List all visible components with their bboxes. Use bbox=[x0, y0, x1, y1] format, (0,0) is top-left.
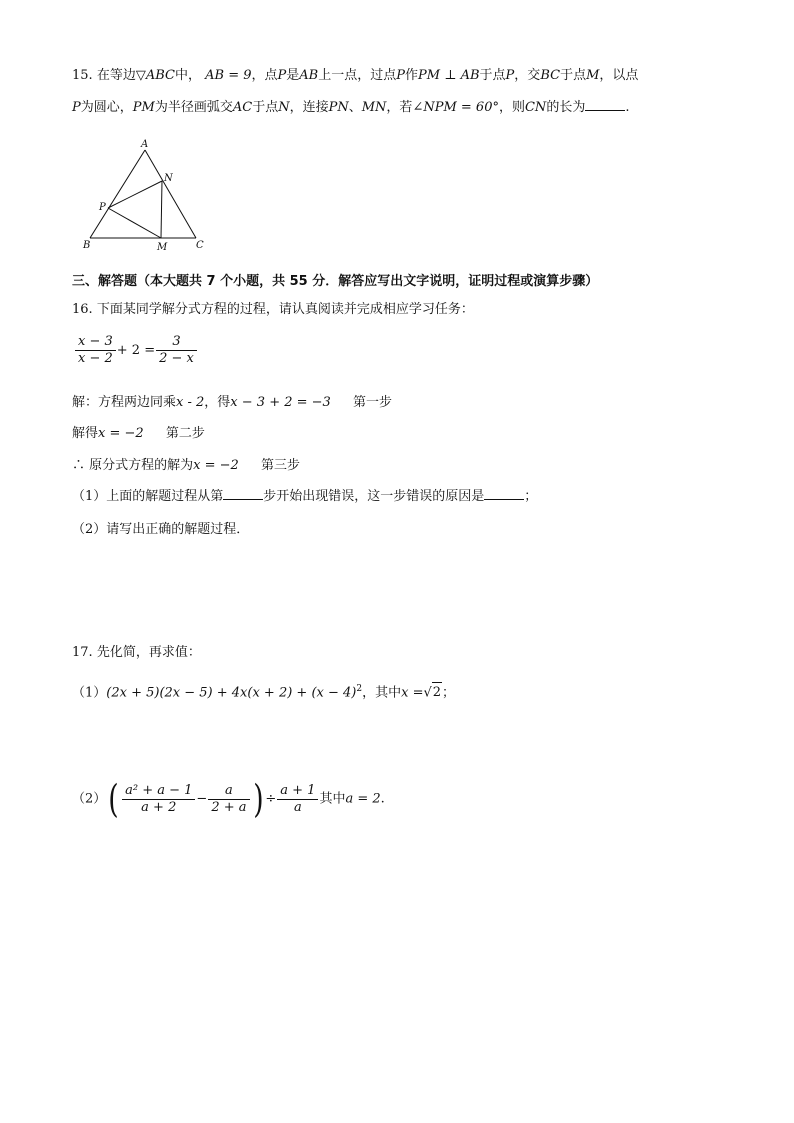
segment-pn bbox=[108, 181, 162, 208]
label-p: P bbox=[99, 202, 106, 213]
segment-mn bbox=[161, 181, 162, 238]
side-ac bbox=[145, 150, 196, 238]
q16-task-2: （2）请写出正确的解题过程． bbox=[72, 522, 250, 537]
segment-pm bbox=[108, 208, 161, 238]
q16-task-1: （1）上面的解题过程从第 步开始出现错误，这一步错误的原因是 ； bbox=[72, 489, 538, 504]
q16-step-2: 解得x = −2 第二步 bbox=[72, 426, 205, 441]
label-b: B bbox=[83, 240, 91, 251]
label-n: N bbox=[164, 173, 173, 184]
q16-equation: $\frac{x - 3}{x - 2}$ + 2 = $\frac{3}{2 - x}$ bbox=[74, 334, 198, 367]
right-paren: ) bbox=[252, 777, 264, 821]
sqrt-symbol: √ bbox=[423, 685, 432, 701]
q16-reason-blank[interactable] bbox=[484, 487, 524, 500]
q15-number: 15. bbox=[72, 68, 93, 83]
q16-step-1: 解：方程两边同乘x - 2，得x − 3 + 2 = −3 第一步 bbox=[72, 395, 392, 410]
q17-intro: 17. 先化简，再求值： bbox=[72, 645, 201, 660]
q16-intro: 16. 下面某同学解分式方程的过程，请认真阅读并完成相应学习任务： bbox=[72, 302, 474, 317]
q15-answer-blank[interactable] bbox=[585, 98, 625, 111]
q17-part-2: （2）( $\frac{\text{a² + a − 1}}{a + 2}$ − $\frac{a}{2 + a}$ ) ÷ $\frac{a + 1}{a}$ 其中a = 2. bbox=[72, 777, 385, 821]
label-m: M bbox=[157, 242, 168, 253]
section-3-heading: 三、解答题（本大题共 7 个小题，共 55 分．解答应写出文字说明，证明过程或演算步骤） bbox=[72, 274, 599, 289]
q15-line-2: P为圆心，PM为半径画弧交AC于点N，连接PN、MN，若∠NPM = 60°，则CN的长为 . bbox=[72, 100, 630, 115]
q16-step-3: ∴ 原分式方程的解为x = −2 第三步 bbox=[72, 458, 300, 473]
q16-step-blank[interactable] bbox=[223, 487, 263, 500]
left-paren: ( bbox=[108, 777, 119, 821]
label-c: C bbox=[196, 240, 204, 251]
q15-line-1: 15. 在等边▽ABC中， AB = 9，点P是AB上一点，过点P作PM ⊥ AB于点P，交BC于点M，以点 bbox=[72, 68, 639, 83]
triangle-figure bbox=[78, 138, 208, 253]
label-a: A bbox=[141, 139, 149, 150]
q17-part-1: $(1)(2x + 5)(2x - 5) + 4x(x + 2) + (x - 4)^2$，其中x =√2； bbox=[72, 679, 455, 703]
